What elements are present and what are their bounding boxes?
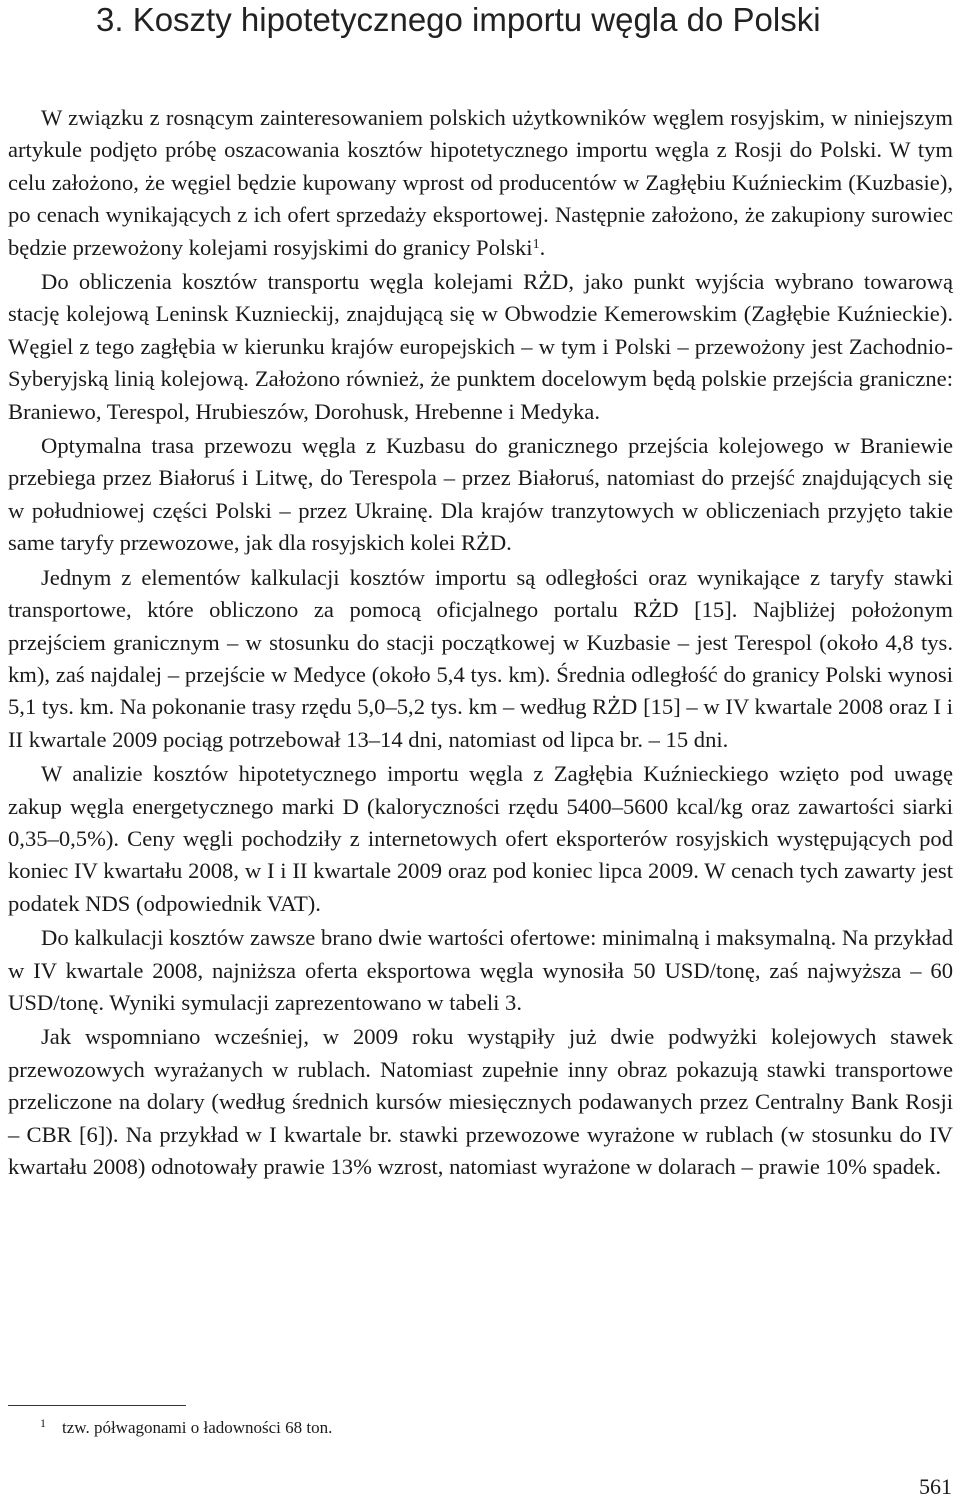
section-heading: 3. Koszty hipotetycznego importu węgla do Polski	[96, 1, 821, 38]
paragraph: Do kalkulacji kosztów zawsze brano dwie wartości ofertowe: minimalną i maksymalną. Na przykład w IV kwartale 2008, najniższa oferta eksportowa węgla wynosiła 50 USD/tonę, zaś najwyższa – 60 USD/tonę. Wyniki symulacji zaprezentowano w tabeli 3.	[8, 925, 953, 1015]
paragraph: Optymalna trasa przewozu węgla z Kuzbasu do granicznego przejścia kolejowego w Braniewie przebiega przez Białoruś i Litwę, do Terespola – przez Białoruś, natomiast do przejść znajdujących się w południowej części Polski – przez Ukrainę. Dla krajów tranzytowych w obliczeniach przyjęto takie same taryfy przewozowe, jak dla rosyjskich kolei RŻD.	[8, 433, 953, 556]
page-number: 561	[919, 1474, 952, 1499]
body-text	[8, 102, 953, 1185]
paragraph-text: W związku z rosnącym zainteresowaniem polskich użytkowników węglem rosyjskim, w niniejszym artykule podjęto próbę oszacowania kosztów hipotetycznego importu węgla z Rosji do Polski. W tym celu założono, że węgiel będzie kupowany wprost od producentów w Zagłębiu Kuźnieckim (Kuzbasie), po cenach wynikających z ich ofert sprzedaży eksportowej. Następnie założono, że zakupiony surowiec będzie przewożony kolejami rosyjskimi do granicy Polski	[8, 105, 953, 260]
footnote	[8, 1412, 708, 1439]
footnote-text: tzw. półwagonami o ładowności 68 ton.	[62, 1418, 333, 1437]
footnote-mark: 1	[40, 1416, 46, 1430]
footnote-reference[interactable]: 1	[532, 236, 540, 252]
paragraph-text: .	[539, 234, 546, 260]
paragraph: Do obliczenia kosztów transportu węgla kolejami RŻD, jako punkt wyjścia wybrano towarową stację kolejową Leninsk Kuznieckij, znajdującą się w Obwodzie Kemerowskim (Zagłębie Kuźnieckie). Węgiel z tego zagłębia w kierunku krajów europejskich – w tym i Polski – przewożony jest Zachodnio-Syberyjską linią kolejową. Założono również, że punktem docelowym będą polskie przejścia graniczne: Braniewo, Terespol, Hrubieszów, Dorohusk, Hrebenne i Medyka.	[8, 269, 953, 424]
paragraph: Jak wspomniano wcześniej, w 2009 roku wystąpiły już dwie podwyżki kolejowych stawek przewozowych wyrażanych w rublach. Natomiast zupełnie inny obraz pokazują stawki transportowe przeliczone na dolary (według średnich kursów miesięcznych podawanych przez Centralny Bank Rosji – CBR [6]). Na przykład w I kwartale br. stawki przewozowe wyrażone w rublach (w stosunku do IV kwartału 2008) odnotowały prawie 13% wzrost, natomiast wyrażone w dolarach – prawie 10% spadek.	[8, 1024, 953, 1179]
footnote-divider	[8, 1405, 186, 1406]
paragraph: W analizie kosztów hipotetycznego importu węgla z Zagłębia Kuźnieckiego wzięto pod uwagę zakup węgla energetycznego marki D (kaloryczności rzędu 5400–5600 kcal/kg oraz zawartości siarki 0,35–0,5%). Ceny węgli pochodziły z internetowych ofert eksporterów rosyjskich występujących pod koniec IV kwartału 2008, w I i II kwartale 2009 oraz pod koniec lipca 2009. W cenach tych zawarty jest podatek NDS (odpowiednik VAT).	[8, 761, 953, 916]
paragraph: Jednym z elementów kalkulacji kosztów importu są odległości oraz wynikające z taryfy stawki transportowe, które obliczono za pomocą oficjalnego portalu RŻD [15]. Najbliżej położonym przejściem granicznym – w stosunku do stacji początkowej w Kuzbasie – jest Terespol (około 4,8 tys. km), zaś najdalej – przejście w Medyce (około 5,4 tys. km). Średnia odległość do granicy Polski wynosi 5,1 tys. km. Na pokonanie trasy rzędu 5,0–5,2 tys. km – według RŻD [15] – w IV kwartale 2008 oraz I i II kwartale 2009 pociąg potrzebował 13–14 dni, natomiast od lipca br. – 15 dni.	[8, 564, 953, 752]
paragraph	[8, 102, 953, 264]
